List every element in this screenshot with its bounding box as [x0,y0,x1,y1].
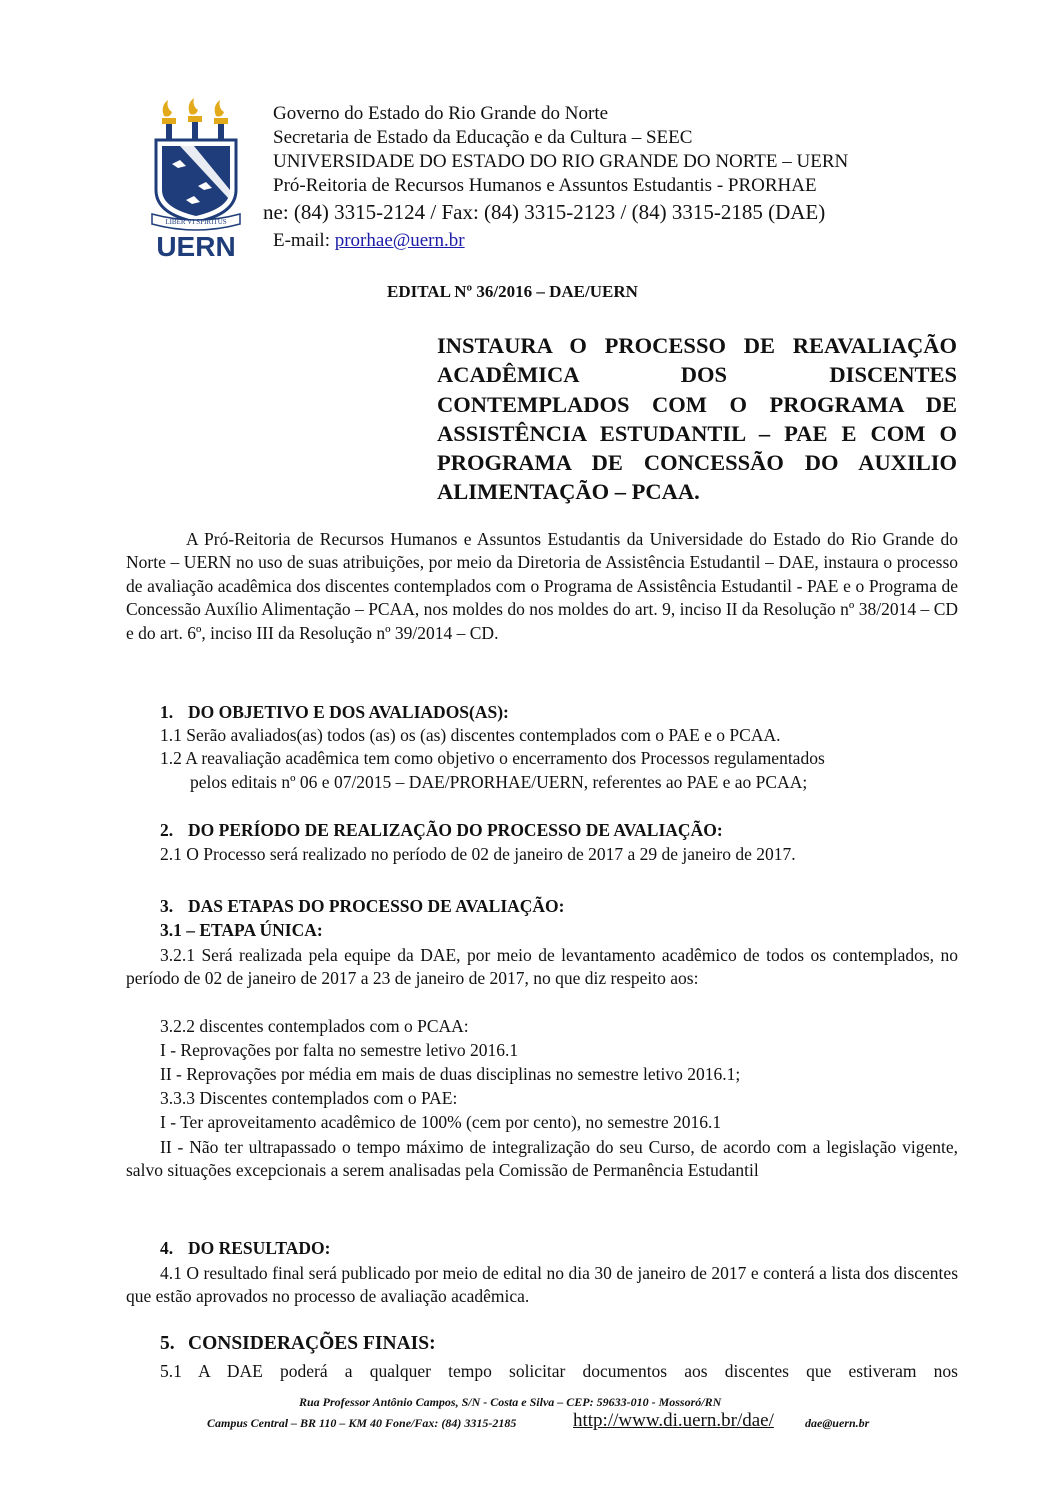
edital-title: EDITAL Nº 36/2016 – DAE/UERN [387,282,638,301]
section-title: DO RESULTADO: [188,1238,331,1258]
edital-subject: INSTAURA O PROCESSO DE REAVALIAÇÃO ACADÊMICA DOS DISCENTES CONTEMPLADOS COM O PROGRAMA DE ASSISTÊNCIA ESTUDANTIL – PAE E COM O PROGRAMA DE CONCESSÃO DO AUXILIO ALIMENTAÇÃO – PCAA. [437,333,957,505]
section-5-heading [160,1333,436,1355]
torches-icon [162,98,228,140]
header-government: Governo do Estado do Rio Grande do Norte [273,103,609,124]
section-number: 1. [160,702,174,722]
sub-3-1-heading: 3.1 – ETAPA ÚNICA: [160,920,323,940]
pcaa-criterion-1: I - Reprovações por falta no semestre letivo 2016.1 [160,1040,519,1060]
item-3-2-2: 3.2.2 discentes contemplados com o PCAA: [160,1016,469,1036]
pcaa-criterion-2: II - Reprovações por média em mais de duas disciplinas no semestre letivo 2016.1; [160,1064,741,1084]
logo-wordmark: UERN [156,231,236,260]
item-1-2-continued: pelos editais nº 06 e 07/2015 – DAE/PRORHAE/UERN, referentes ao PAE e ao PCAA; [190,772,808,792]
header-email-line [273,230,465,252]
section-2-heading [160,820,723,841]
header-secretariat: Secretaria de Estado da Educação e da Cultura – SEEC [273,127,693,148]
intro-paragraph: A Pró-Reitoria de Recursos Humanos e Assuntos Estudantis da Universidade do Estado do Rio Grande do Norte – UERN no uso de suas atribuições, por meio da Diretoria de Assistência Estudantil – DAE, instaura o processo de avaliação acadêmica dos discentes contemplados com o Programa de Assistência Estudantil - PAE e o Programa de Concessão Auxílio Alimentação – PCAA, nos moldes do nos moldes do art. 9, inciso II da Resolução nº 38/2014 – CD e do art. 6º, inciso III da Resolução nº 39/2014 – CD. [126,529,958,643]
header-university: UNIVERSIDADE DO ESTADO DO RIO GRANDE DO NORTE – UERN [273,151,849,172]
pae-criterion-1: I - Ter aproveitamento acadêmico de 100% (cem por cento), no semestre 2016.1 [160,1112,722,1132]
footer-address: Rua Professor Antônio Campos, S/N - Costa e Silva – CEP: 59633-010 - Mossoró/RN [299,1395,722,1409]
section-title: DO PERÍODO DE REALIZAÇÃO DO PROCESSO DE AVALIAÇÃO: [188,820,723,840]
item-3-2-1: 3.2.1 Será realizada pela equipe da DAE, por meio de levantamento acadêmico de todos os contemplados, no período de 02 de janeiro de 2017 a 23 de janeiro de 2017, no que diz respeito aos: [126,945,958,989]
section-3-heading [160,896,565,917]
header-phone: ne: (84) 3315-2124 / Fax: (84) 3315-2123 / (84) 3315-2185 (DAE) [263,200,826,224]
uern-crest-icon [150,98,242,260]
section-number: 2. [160,820,174,840]
footer-email: dae@uern.br [805,1416,870,1430]
section-1-heading [160,702,509,723]
item-2-1: 2.1 O Processo será realizado no período de 02 de janeiro de 2017 a 29 de janeiro de 2017. [160,844,796,864]
footer-campus: Campus Central – BR 110 – KM 40 Fone/Fax: (84) 3315-2185 [207,1416,517,1430]
section-title: DO OBJETIVO E DOS AVALIADOS(AS): [188,702,509,722]
section-number: 5. [160,1333,175,1354]
section-title: DAS ETAPAS DO PROCESSO DE AVALIAÇÃO: [188,896,565,916]
email-label: E-mail: [273,230,335,251]
section-4-heading [160,1238,330,1259]
item-1-2: 1.2 A reavaliação acadêmica tem como objetivo o encerramento dos Processos regulamentados [160,748,825,768]
item-1-1: 1.1 Serão avaliados(as) todos (as) os (as) discentes contemplados com o PAE e o PCAA. [160,725,781,745]
header-prorectorate: Pró-Reitoria de Recursos Humanos e Assuntos Estudantis - PRORHAE [273,175,817,196]
section-title: CONSIDERAÇÕES FINAIS: [188,1333,436,1354]
logo-motto: LIBER VI SPIRITUS [165,218,227,226]
pae-criterion-2: II - Não ter ultrapassado o tempo máximo de integralização do seu Curso, de acordo com a legislação vigente, salvo situações excepcionais a serem analisadas pela Comissão de Permanência Estudantil [126,1137,958,1181]
section-number: 3. [160,896,174,916]
footer-website-link[interactable]: http://www.di.uern.br/dae/ [573,1410,774,1431]
uern-logo [150,98,242,260]
item-3-3-3: 3.3.3 Discentes contemplados com o PAE: [160,1088,458,1108]
item-5-1: 5.1 A DAE poderá a qualquer tempo solicitar documentos aos discentes que estiveram nos [160,1361,958,1381]
item-4-1: 4.1 O resultado final será publicado por meio de edital no dia 30 de janeiro de 2017 e conterá a lista dos discentes que estão aprovados no processo de avaliação acadêmica. [126,1263,958,1307]
section-number: 4. [160,1238,174,1258]
email-link[interactable]: prorhae@uern.br [334,230,465,251]
